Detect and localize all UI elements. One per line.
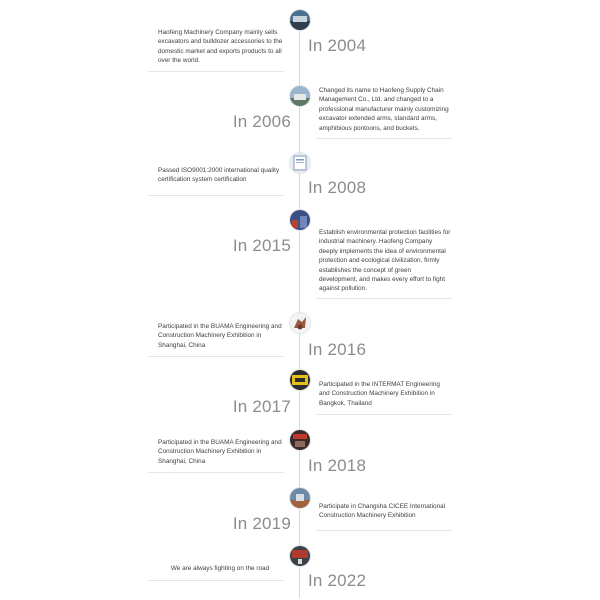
timeline-node-2016 xyxy=(290,313,310,333)
divider-2018 xyxy=(148,472,284,473)
timeline-node-2018 xyxy=(290,430,310,450)
milestone-description-2022: We are always fighting on the road xyxy=(170,565,270,572)
divider-2006 xyxy=(316,138,452,139)
milestone-year-2015: In 2015 xyxy=(232,236,291,255)
milestone-year-2017: In 2017 xyxy=(232,397,291,416)
milestone-year-2019: In 2019 xyxy=(232,514,291,533)
timeline-node-2022 xyxy=(290,546,310,566)
milestone-year-2006: In 2006 xyxy=(232,112,291,131)
milestone-description-2008: Passed ISO9001:2000 international quality certification system certification xyxy=(158,167,280,184)
milestone-year-2008: In 2008 xyxy=(308,178,367,197)
timeline-node-2008 xyxy=(290,153,310,173)
exhibition-photo-icon xyxy=(290,370,310,390)
milestone-description-2004: Haofeng Machinery Company mainly sells excavators and bulldozer accessories to the domestic market and exports products to all over the world. xyxy=(158,29,283,65)
divider-2016 xyxy=(148,356,284,357)
timeline-node-2004 xyxy=(290,10,310,30)
excavator-photo-icon xyxy=(290,313,310,333)
divider-2008 xyxy=(148,195,284,196)
road-photo-icon xyxy=(290,546,310,566)
divider-2022 xyxy=(148,580,284,581)
timeline-node-2006 xyxy=(290,86,310,106)
warehouse-photo-icon xyxy=(290,10,310,30)
milestone-year-2016: In 2016 xyxy=(308,340,367,359)
divider-2004 xyxy=(148,71,284,72)
milestone-description-2016: Participated in the BUAMA Engineering and Construction Machinery Exhibition in Shanghai, China xyxy=(158,323,282,349)
timeline-node-2019 xyxy=(290,488,310,508)
milestone-description-2006: Changed its name to Haofeng Supply Chain Management Co., Ltd. and changed to a professional manufacturer mainly customizing excavator extended arms, standard arms, amphibious pontoons, and buckets. xyxy=(319,87,449,132)
milestone-year-2018: In 2018 xyxy=(308,456,367,475)
milestone-year-2004: In 2004 xyxy=(308,36,367,55)
building-photo-icon xyxy=(290,86,310,106)
divider-2017 xyxy=(316,414,452,415)
divider-2015 xyxy=(316,298,452,299)
timeline-node-2015 xyxy=(290,210,310,230)
milestone-year-2022: In 2022 xyxy=(308,571,367,590)
factory-photo-icon xyxy=(290,210,310,230)
milestone-description-2017: Participated in the INTERMAT Engineering and Construction Machinery Exhibition in Bangkok, Thailand xyxy=(319,381,440,407)
expo-photo-icon xyxy=(290,488,310,508)
timeline-node-2017 xyxy=(290,370,310,390)
certificate-photo-icon xyxy=(290,153,310,173)
timeline-axis xyxy=(299,20,300,598)
milestone-description-2019: Participate in Changsha CICEE International Construction Machinery Exhibition xyxy=(319,503,446,520)
booth-photo-icon xyxy=(290,430,310,450)
divider-2019 xyxy=(316,530,452,531)
milestone-description-2015: Establish environmental protection facilities for industrial machinery. Haofeng Company deeply implements the idea of environmental protection and ecological civilization, firmly establishes the concept of green development, and makes every effort to fight against pollution. xyxy=(319,229,451,293)
milestone-description-2018: Participated in the BUAMA Engineering and Construction Machinery Exhibition in Shanghai, China xyxy=(158,439,282,465)
